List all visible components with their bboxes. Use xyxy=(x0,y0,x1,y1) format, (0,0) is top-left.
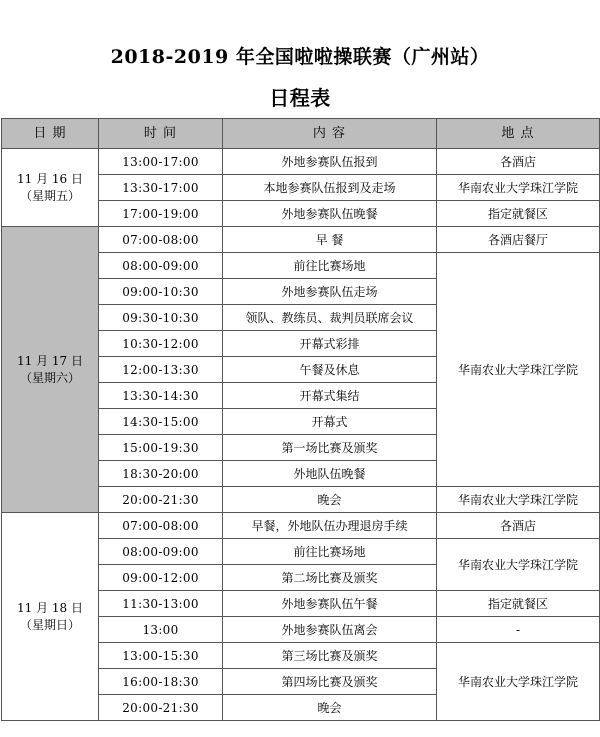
weekday-label: （星期六） xyxy=(19,370,80,385)
time-cell: 13:30-14:30 xyxy=(99,383,223,409)
content-cell: 早餐，外地队伍办理退房手续 xyxy=(223,513,437,539)
time-cell: 07:00-08:00 xyxy=(99,227,223,253)
venue-cell: 华南农业大学珠江学院 xyxy=(437,175,600,201)
time-cell: 10:30-12:00 xyxy=(99,331,223,357)
time-cell: 13:00-15:30 xyxy=(99,643,223,669)
content-cell: 第四场比赛及颁奖 xyxy=(223,669,437,695)
venue-cell: - xyxy=(437,617,600,643)
content-cell: 外地参赛队伍晚餐 xyxy=(223,201,437,227)
header-row xyxy=(2,119,600,149)
time-cell: 20:00-21:30 xyxy=(99,695,223,721)
date-cell xyxy=(2,227,99,513)
date-label: 11 月 17 日 xyxy=(17,353,83,368)
content-cell: 本地参赛队伍报到及走场 xyxy=(223,175,437,201)
time-cell: 07:00-08:00 xyxy=(99,513,223,539)
time-cell: 13:00-17:00 xyxy=(99,149,223,175)
venue-cell: 各酒店 xyxy=(437,513,600,539)
content-cell: 午餐及休息 xyxy=(223,357,437,383)
time-cell: 12:00-13:30 xyxy=(99,357,223,383)
time-cell: 20:00-21:30 xyxy=(99,487,223,513)
date-cell xyxy=(2,149,99,227)
venue-cell: 指定就餐区 xyxy=(437,591,600,617)
content-cell: 晚会 xyxy=(223,487,437,513)
weekday-label: （星期五） xyxy=(19,188,80,203)
venue-cell: 华南农业大学珠江学院 xyxy=(437,643,600,721)
time-cell: 13:30-17:00 xyxy=(99,175,223,201)
content-cell: 第一场比赛及颁奖 xyxy=(223,435,437,461)
venue-cell: 华南农业大学珠江学院 xyxy=(437,253,600,487)
content-cell: 外地参赛队伍离会 xyxy=(223,617,437,643)
content-cell: 外地参赛队伍走场 xyxy=(223,279,437,305)
date-cell xyxy=(2,513,99,721)
time-cell: 09:00-10:30 xyxy=(99,279,223,305)
venue-cell: 华南农业大学珠江学院 xyxy=(437,539,600,591)
page-title: 2018-2019 年全国啦啦操联赛（广州站） xyxy=(110,46,490,68)
content-cell: 外地队伍晚餐 xyxy=(223,461,437,487)
table-row xyxy=(2,513,600,539)
header-date: 日 期 xyxy=(2,119,99,149)
header-venue: 地 点 xyxy=(437,119,600,149)
content-cell: 第二场比赛及颁奖 xyxy=(223,565,437,591)
venue-cell: 各酒店餐厅 xyxy=(437,227,600,253)
content-cell: 外地参赛队伍报到 xyxy=(223,149,437,175)
venue-cell: 华南农业大学珠江学院 xyxy=(437,487,600,513)
content-cell: 领队、教练员、裁判员联席会议 xyxy=(223,305,437,331)
time-cell: 13:00 xyxy=(99,617,223,643)
schedule-body xyxy=(2,149,600,721)
time-cell: 09:00-12:00 xyxy=(99,565,223,591)
time-cell: 08:00-09:00 xyxy=(99,539,223,565)
time-cell: 08:00-09:00 xyxy=(99,253,223,279)
time-cell: 14:30-15:00 xyxy=(99,409,223,435)
content-cell: 开幕式集结 xyxy=(223,383,437,409)
header-content: 内 容 xyxy=(223,119,437,149)
venue-cell: 指定就餐区 xyxy=(437,201,600,227)
page-subtitle: 日程表 xyxy=(269,86,331,110)
table-row xyxy=(2,227,600,253)
content-cell: 前往比赛场地 xyxy=(223,253,437,279)
venue-cell: 各酒店 xyxy=(437,149,600,175)
content-cell: 早 餐 xyxy=(223,227,437,253)
weekday-label: （星期日） xyxy=(19,617,80,632)
date-label: 11 月 16 日 xyxy=(17,171,83,186)
time-cell: 17:00-19:00 xyxy=(99,201,223,227)
schedule-table xyxy=(1,118,600,721)
content-cell: 开幕式彩排 xyxy=(223,331,437,357)
content-cell: 外地参赛队伍午餐 xyxy=(223,591,437,617)
header-time: 时 间 xyxy=(99,119,223,149)
time-cell: 18:30-20:00 xyxy=(99,461,223,487)
date-label: 11 月 18 日 xyxy=(17,600,83,615)
content-cell: 晚会 xyxy=(223,695,437,721)
time-cell: 15:00-19:30 xyxy=(99,435,223,461)
content-cell: 开幕式 xyxy=(223,409,437,435)
content-cell: 前往比赛场地 xyxy=(223,539,437,565)
time-cell: 11:30-13:00 xyxy=(99,591,223,617)
table-row xyxy=(2,149,600,175)
time-cell: 09:30-10:30 xyxy=(99,305,223,331)
time-cell: 16:00-18:30 xyxy=(99,669,223,695)
content-cell: 第三场比赛及颁奖 xyxy=(223,643,437,669)
